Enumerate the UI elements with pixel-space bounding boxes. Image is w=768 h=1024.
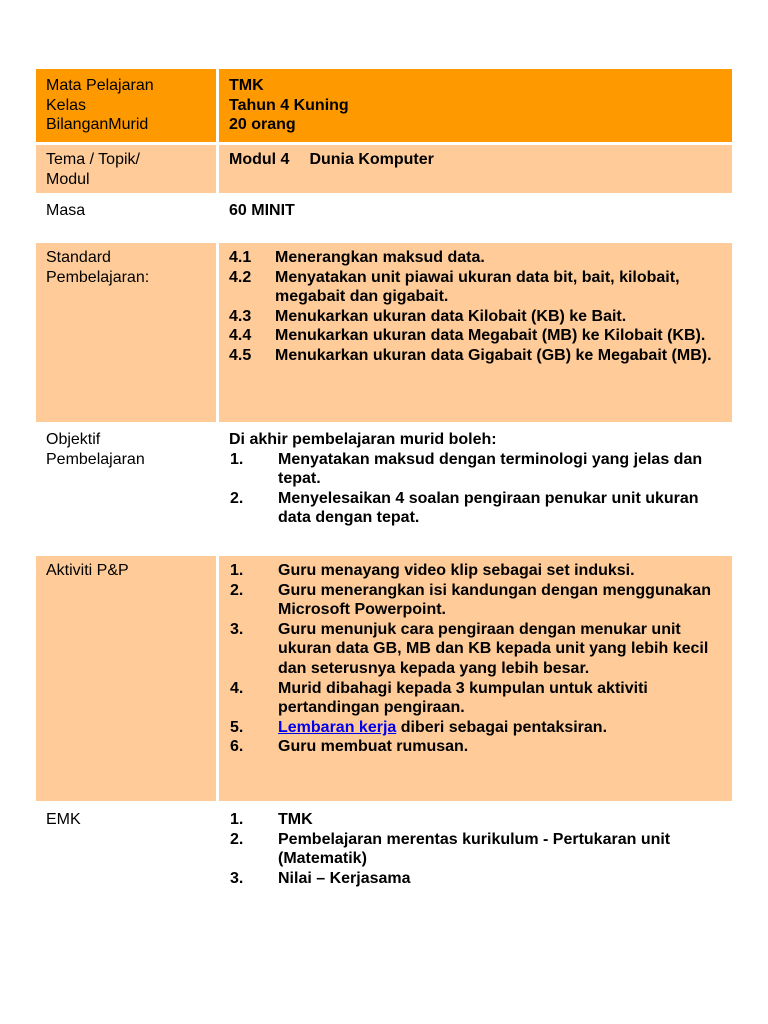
standard-item-text: Menukarkan ukuran data Megabait (MB) ke Kilobait (KB). bbox=[275, 327, 706, 345]
aktiviti-list bbox=[229, 561, 724, 757]
objektif-item-text: Menyelesaikan 4 soalan pengiraan penukar unit ukuran data dengan tepat. bbox=[278, 489, 699, 527]
emk-item-number: 2. bbox=[230, 830, 244, 848]
aktiviti-item-text: Guru menayang video klip sebagai set induksi. bbox=[278, 562, 635, 579]
standard-item-number: 4.4 bbox=[229, 327, 252, 345]
aktiviti-item bbox=[229, 581, 724, 620]
emk-item-number: 1. bbox=[230, 811, 244, 828]
header-row bbox=[36, 69, 732, 145]
standard-label-line-2: Pembelajaran: bbox=[46, 268, 150, 286]
aktiviti-label-cell bbox=[36, 556, 219, 804]
aktiviti-item bbox=[229, 620, 724, 679]
emk-item-text: Nilai – Kerjasama bbox=[278, 869, 411, 887]
aktiviti-item bbox=[229, 679, 724, 718]
worksheet-link[interactable]: Lembaran kerja bbox=[278, 718, 397, 736]
masa-label-cell bbox=[36, 196, 219, 243]
emk-item bbox=[229, 810, 724, 830]
tema-label-cell bbox=[36, 145, 219, 196]
header-label-cell bbox=[36, 69, 219, 145]
emk-item-number: 3. bbox=[230, 869, 244, 887]
emk-label-cell bbox=[36, 804, 219, 913]
tema-row bbox=[36, 145, 732, 196]
student-count-label: BilanganMurid bbox=[46, 116, 149, 134]
standard-item-number: 4.5 bbox=[229, 346, 252, 364]
standard-label-cell bbox=[36, 243, 219, 425]
aktiviti-item-text: Guru membuat rumusan. bbox=[278, 738, 469, 756]
standard-item-text: Menerangkan maksud data. bbox=[275, 249, 485, 266]
emk-label: EMK bbox=[46, 811, 81, 828]
standard-item bbox=[229, 326, 724, 346]
lesson-plan-table bbox=[36, 69, 732, 913]
aktiviti-item-text: Murid dibahagi kepada 3 kumpulan untuk aktiviti pertandingan pengiraan. bbox=[278, 679, 648, 717]
objektif-list bbox=[229, 450, 724, 528]
standard-item-text: Menyatakan unit piawai ukuran data bit, bait, kilobait, megabait dan gigabait. bbox=[275, 268, 680, 306]
objektif-item bbox=[229, 489, 724, 528]
objektif-intro: Di akhir pembelajaran murid boleh: bbox=[229, 431, 497, 448]
aktiviti-label: Aktiviti P&P bbox=[46, 562, 129, 579]
standard-row bbox=[36, 243, 732, 425]
objektif-label-cell bbox=[36, 425, 219, 556]
student-count-value: 20 orang bbox=[229, 116, 296, 134]
standard-item bbox=[229, 346, 724, 366]
standard-item-number: 4.3 bbox=[229, 307, 252, 325]
standard-item bbox=[229, 248, 724, 268]
objektif-item bbox=[229, 450, 724, 489]
aktiviti-item-number: 3. bbox=[230, 620, 244, 638]
module-title: Dunia Komputer bbox=[309, 151, 434, 168]
subject-label: Mata Pelajaran bbox=[46, 77, 154, 94]
aktiviti-item-number: 6. bbox=[230, 738, 244, 756]
emk-item-text: Pembelajaran merentas kurikulum - Pertukaran unit (Matematik) bbox=[278, 830, 671, 868]
masa-value: 60 MINIT bbox=[229, 202, 295, 219]
class-value: Tahun 4 Kuning bbox=[229, 96, 349, 114]
objektif-item-number: 2. bbox=[230, 489, 244, 507]
masa-label: Masa bbox=[46, 202, 86, 219]
aktiviti-item-number: 2. bbox=[230, 581, 244, 599]
standard-value-cell bbox=[219, 243, 732, 425]
standard-item-text: Menukarkan ukuran data Kilobait (KB) ke Bait. bbox=[275, 307, 627, 325]
subject-value: TMK bbox=[229, 77, 264, 94]
aktiviti-item bbox=[229, 561, 724, 581]
emk-list bbox=[229, 810, 724, 888]
objektif-item-text: Menyatakan maksud dengan terminologi yang jelas dan tepat. bbox=[278, 450, 703, 488]
objektif-item-number: 1. bbox=[230, 450, 244, 468]
standard-item-number: 4.1 bbox=[229, 249, 252, 266]
aktiviti-item bbox=[229, 737, 724, 757]
header-value-cell bbox=[219, 69, 732, 145]
standard-item-number: 4.2 bbox=[229, 268, 252, 286]
aktiviti-item-number: 5. bbox=[230, 718, 244, 736]
aktiviti-item-number: 4. bbox=[230, 679, 244, 697]
aktiviti-item-text: diberi sebagai pentaksiran. bbox=[396, 718, 608, 736]
aktiviti-row bbox=[36, 556, 732, 804]
objektif-row bbox=[36, 425, 732, 556]
aktiviti-item-text: Guru menunjuk cara pengiraan dengan menukar unit ukuran data GB, MB dan KB kepada unit yang lebih kecil dan seterusnya kepada yang lebih besar. bbox=[278, 620, 709, 677]
aktiviti-value-cell bbox=[219, 556, 732, 804]
objektif-label-line-1: Objektif bbox=[46, 431, 101, 448]
tema-value-cell bbox=[219, 145, 732, 196]
emk-row bbox=[36, 804, 732, 913]
tema-label-line-1: Tema / Topik/ bbox=[46, 151, 140, 168]
module-number: Modul 4 bbox=[229, 151, 290, 168]
standard-item bbox=[229, 268, 724, 307]
class-label: Kelas bbox=[46, 96, 87, 114]
emk-item bbox=[229, 830, 724, 869]
objektif-label-line-2: Pembelajaran bbox=[46, 450, 145, 468]
emk-value-cell bbox=[219, 804, 732, 913]
tema-label-line-2: Modul bbox=[46, 170, 90, 188]
aktiviti-item bbox=[229, 718, 724, 738]
objektif-value-cell bbox=[219, 425, 732, 556]
aktiviti-item-text: Guru menerangkan isi kandungan dengan menggunakan Microsoft Powerpoint. bbox=[278, 581, 711, 619]
emk-item bbox=[229, 869, 724, 889]
emk-item-text: TMK bbox=[278, 811, 313, 828]
standard-item-text: Menukarkan ukuran data Gigabait (GB) ke Megabait (MB). bbox=[275, 346, 712, 364]
masa-row bbox=[36, 196, 732, 243]
aktiviti-item-number: 1. bbox=[230, 562, 244, 579]
standard-item bbox=[229, 307, 724, 327]
masa-value-cell bbox=[219, 196, 732, 243]
standard-label-line-1: Standard bbox=[46, 249, 111, 266]
standard-list bbox=[229, 248, 724, 366]
